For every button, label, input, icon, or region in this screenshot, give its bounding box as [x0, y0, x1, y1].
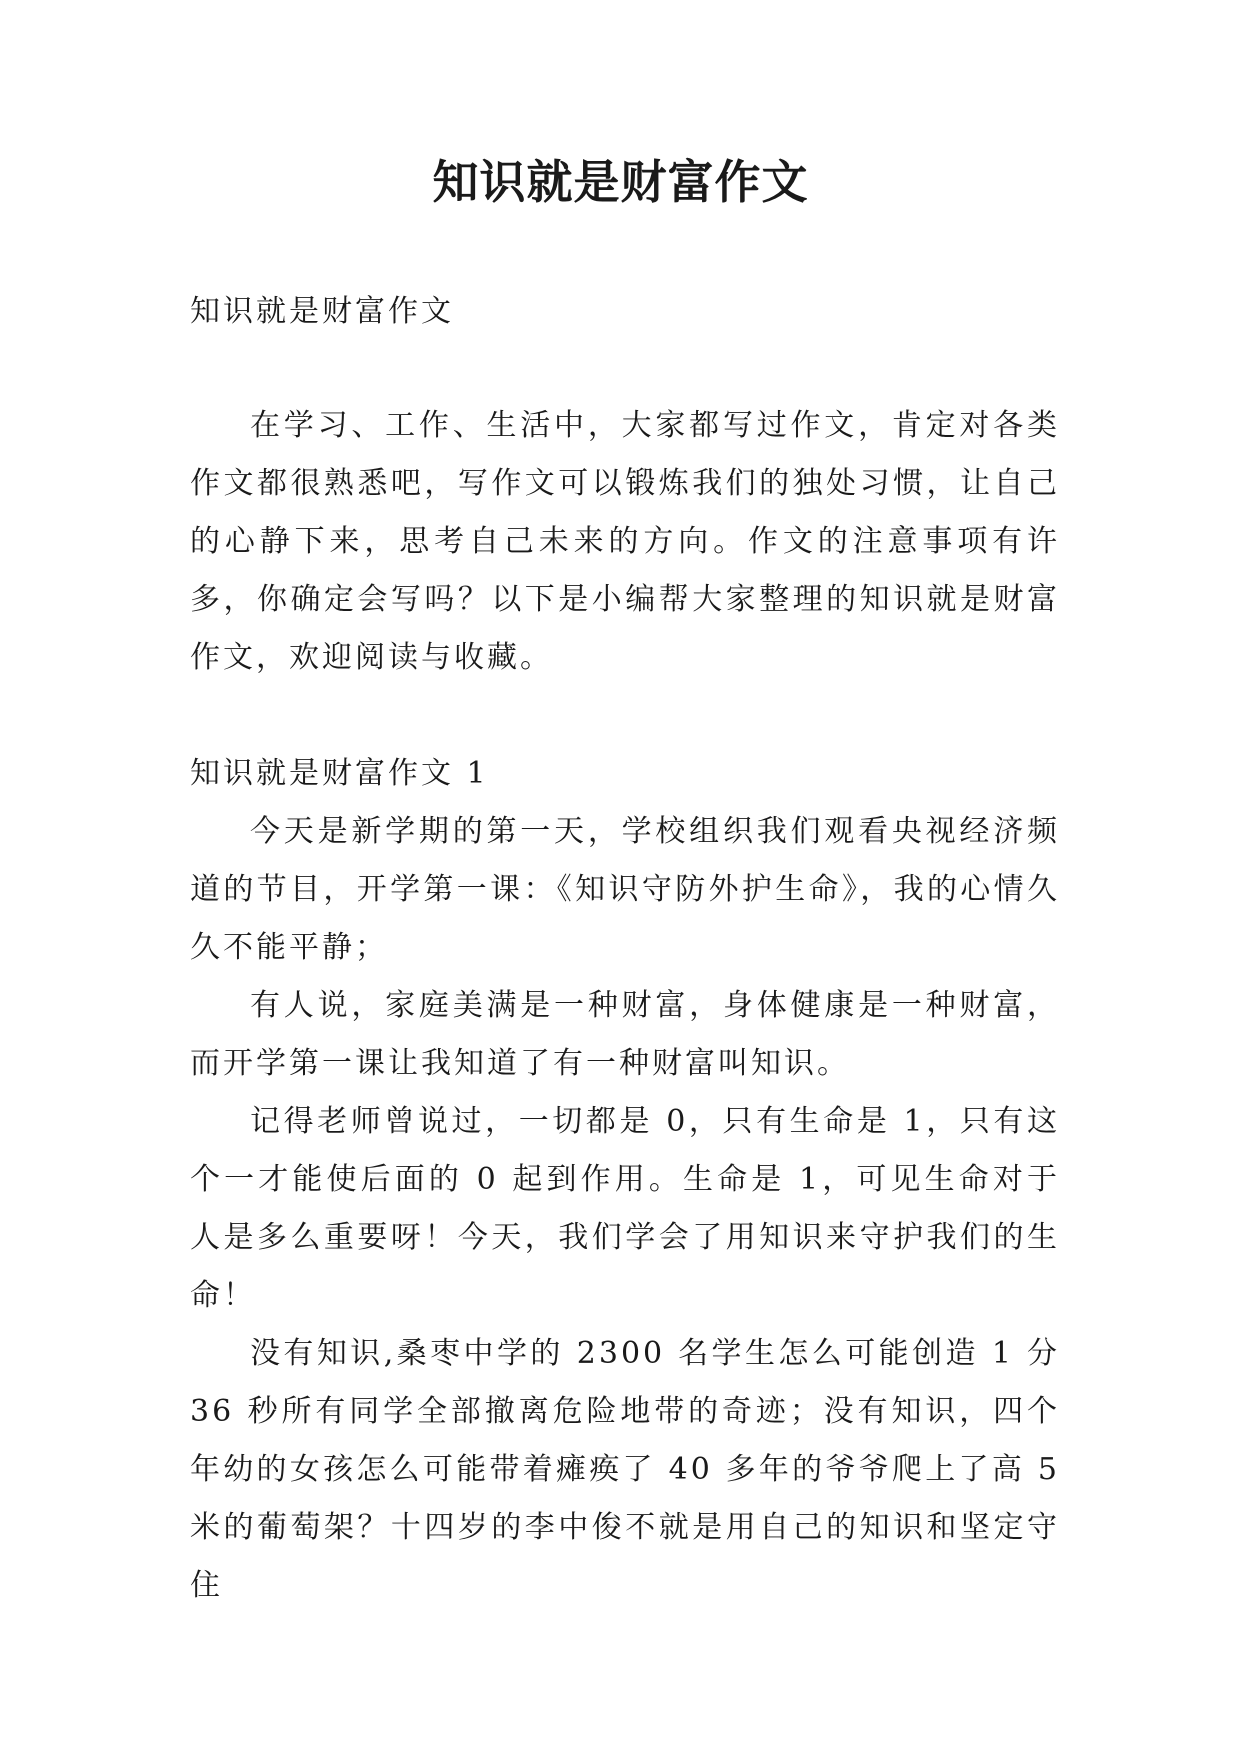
body-paragraph: 记得老师曾说过，一切都是 0，只有生命是 1，只有这个一才能使后面的 0 起到作用。生命是 1，可见生命对于人是多么重要呀！今天，我们学会了用知识来守护我们的生命！: [190, 1104, 1060, 1313]
document-title: 知识就是财富作文: [432, 155, 809, 209]
subtitle-line: 知识就是财富作文: [190, 294, 454, 329]
spacer: [190, 687, 1060, 745]
document-body: [190, 283, 1060, 1615]
spacer: [190, 341, 1060, 397]
body-paragraph: 有人说，家庭美满是一种财富，身体健康是一种财富，而开学第一课让我知道了有一种财富叫知识。: [190, 988, 1060, 1081]
body-paragraph: 今天是新学期的第一天，学校组织我们观看央视经济频道的节目，开学第一课：《知识守防外护生命》，我的心情久久不能平静；: [190, 814, 1060, 965]
section-heading: 知识就是财富作文 1: [190, 756, 489, 791]
body-paragraph: 没有知识,桑枣中学的 2300 名学生怎么可能创造 1 分 36 秒所有同学全部撤离危险地带的奇迹；没有知识，四个年幼的女孩怎么可能带着瘫痪了 40 多年的爷爷爬上了高 5 米的葡萄架？十四岁的李中俊不就是用自己的知识和坚定守住: [190, 1336, 1060, 1603]
intro-paragraph: 在学习、工作、生活中，大家都写过作文，肯定对各类作文都很熟悉吧，写作文可以锻炼我们的独处习惯，让自己的心静下来，思考自己未来的方向。作文的注意事项有许多，你确定会写吗？以下是小编帮大家整理的知识就是财富作文，欢迎阅读与收藏。: [190, 408, 1060, 675]
